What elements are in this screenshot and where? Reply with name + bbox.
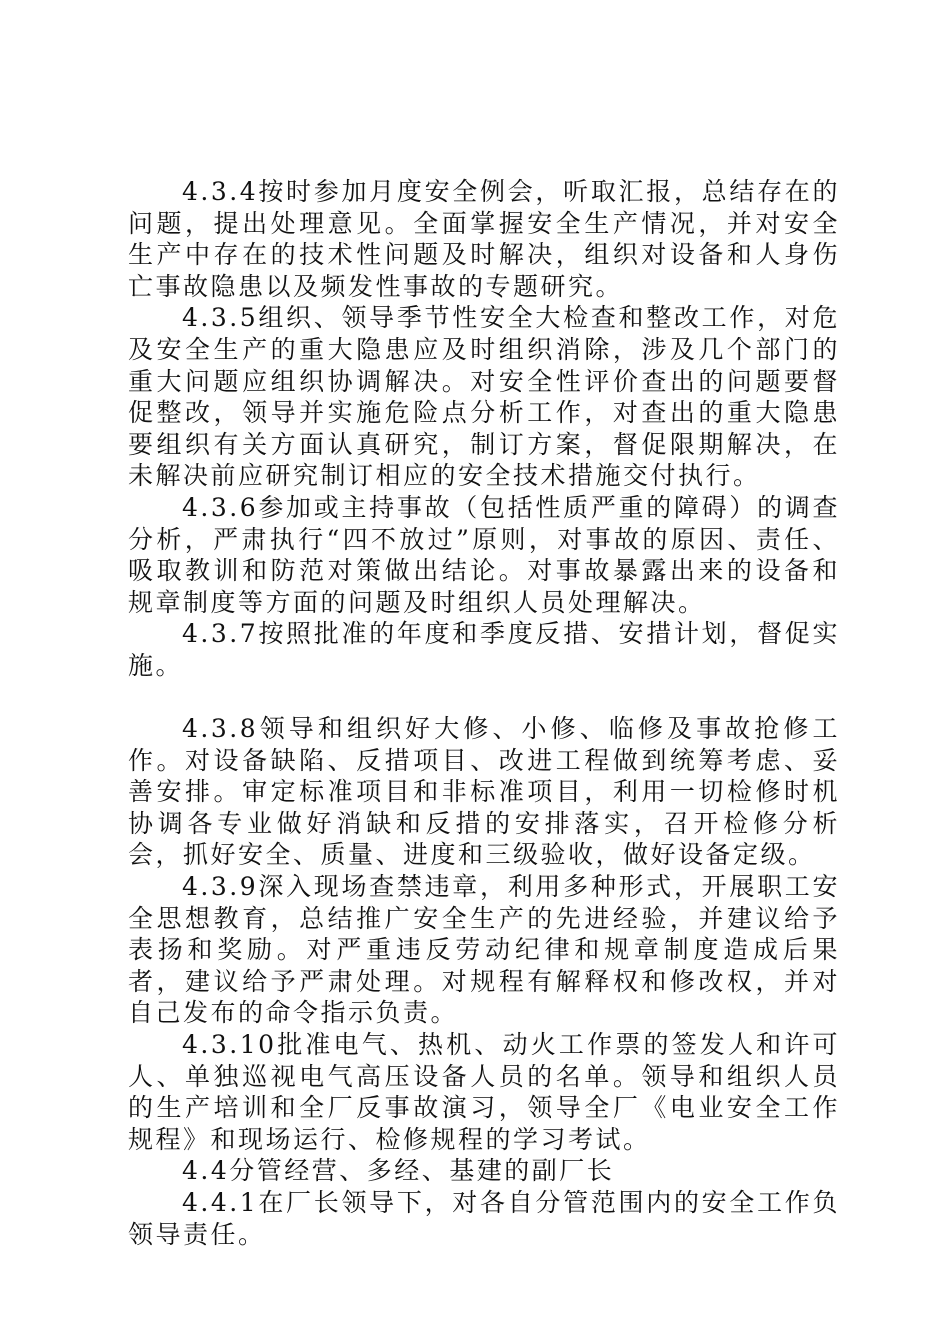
paragraph-4-3-5: 4.3.5组织、领导季节性安全大检查和整改工作，对危及安全生产的重大隐患应及时组织消除，涉及几个部门的重大问题应组织协调解决。对安全性评价查出的问题要督促整改，领导并实施危险点分析工作，对查出的重大隐患要组织有关方面认真研究，制订方案，督促限期解决，在未解决前应研究制订相应的安全技术措施交付执行。	[128, 303, 840, 491]
paragraph-4-3-10: 4.3.10批准电气、热机、动火工作票的签发人和许可人、单独巡视电气高压设备人员的名单。领导和组织人员的生产培训和全厂反事故演习，领导全厂《电业安全工作规程》和现场运行、检修规程的学习考试。	[128, 1030, 840, 1154]
paragraph-4-3-6: 4.3.6参加或主持事故（包括性质严重的障碍）的调查分析，严肃执行“四不放过”原则，对事故的原因、责任、吸取教训和防范对策做出结论。对事故暴露出来的设备和规章制度等方面的问题及时组织人员处理解决。	[128, 492, 840, 617]
blank-line	[128, 682, 840, 714]
paragraph-4-3-4: 4.3.4按时参加月度安全例会，听取汇报，总结存在的问题，提出处理意见。全面掌握安全生产情况，并对安全生产中存在的技术性问题及时解决，组织对设备和人身伤亡事故隐患以及频发性事故的专题研究。	[128, 177, 840, 301]
heading-4-4: 4.4分管经营、多经、基建的副厂长	[182, 1156, 615, 1186]
paragraph-4-3-7: 4.3.7按照批准的年度和季度反措、安措计划，督促实施。	[128, 619, 840, 680]
paragraph-4-3-8: 4.3.8领导和组织好大修、小修、临修及事故抢修工作。对设备缺陷、反措项目、改进工程做到统筹考虑、妥善安排。审定标准项目和非标准项目，利用一切检修时机协调各专业做好消缺和反措的安排落实，召开检修分析会，抓好安全、质量、进度和三级验收，做好设备定级。	[128, 714, 840, 870]
paragraph-4-3-9: 4.3.9深入现场查禁违章，利用多种形式，开展职工安全思想教育，总结推广安全生产的先进经验，并建议给予表扬和奖励。对严重违反劳动纪律和规章制度造成后果者，建议给予严肃处理。对规程有解释权和修改权，并对自己发布的命令指示负责。	[128, 872, 840, 1028]
document-body	[128, 176, 840, 1250]
paragraph-4-4-1: 4.4.1在厂长领导下，对各自分管范围内的安全工作负领导责任。	[128, 1188, 840, 1249]
